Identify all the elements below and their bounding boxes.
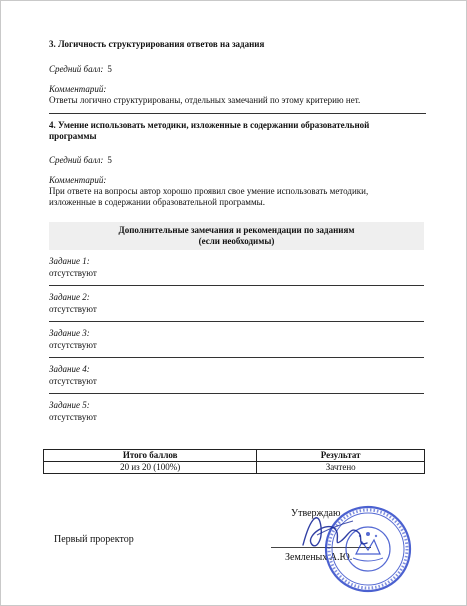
- section-3-score-label: Средний балл:: [49, 64, 104, 74]
- report-content: [49, 39, 424, 423]
- task-value: отсутствуют: [49, 304, 97, 314]
- section-4-title-line2: программы: [49, 131, 97, 141]
- section-4-title-line1: 4. Умение использовать методики, изложенные в содержании образовательной: [49, 120, 370, 130]
- task-list: [49, 250, 424, 423]
- task-label: Задание 5:: [49, 400, 90, 410]
- totals-result-value: Зачтено: [257, 462, 425, 474]
- section-4-comment-label: Комментарий:: [49, 175, 107, 185]
- task-value: отсутствуют: [49, 340, 97, 350]
- totals-value-row: [44, 462, 425, 474]
- section-4-score-label: Средний балл:: [49, 155, 104, 165]
- task-label: Задание 4:: [49, 364, 90, 374]
- approve-label: Утверждаю: [291, 508, 341, 519]
- section-4-score-value: 5: [107, 155, 112, 165]
- divider: [49, 113, 426, 114]
- signer-name: Земленых А.Ю.: [285, 552, 353, 563]
- totals-header-score: Итого баллов: [44, 450, 257, 462]
- section-3: [49, 39, 424, 106]
- task-item: [49, 394, 424, 423]
- task-label: Задание 3:: [49, 328, 90, 338]
- signer-position: Первый проректор: [54, 534, 134, 545]
- section-3-title: 3. Логичность структурирования ответов на задания: [49, 39, 265, 49]
- task-item: [49, 322, 424, 358]
- section-4-comment-line2: изложенные в содержании образовательной программы.: [49, 197, 265, 207]
- task-item: [49, 250, 424, 286]
- section-4-comment-line1: При ответе на вопросы автор хорошо проявил свое умение использовать методики,: [49, 186, 369, 196]
- totals-header-row: [44, 450, 425, 462]
- totals-score-value: 20 из 20 (100%): [44, 462, 257, 474]
- section-3-comment-text: Ответы логично структурированы, отдельных замечаний по этому критерию нет.: [49, 95, 361, 105]
- task-label: Задание 2:: [49, 292, 90, 302]
- task-item: [49, 286, 424, 322]
- task-value: отсутствуют: [49, 376, 97, 386]
- additional-remarks-title-line1: Дополнительные замечания и рекомендации по заданиям: [118, 225, 355, 235]
- signature-icon: [297, 507, 369, 557]
- task-item: [49, 358, 424, 394]
- additional-remarks-header: [49, 222, 424, 250]
- section-3-score-value: 5: [107, 64, 112, 74]
- section-3-comment-label: Комментарий:: [49, 84, 107, 94]
- totals-table: [43, 449, 425, 474]
- task-value: отсутствуют: [49, 268, 97, 278]
- totals-header-result: Результат: [257, 450, 425, 462]
- section-4-title: [49, 120, 424, 142]
- task-label: Задание 1:: [49, 256, 90, 266]
- task-value: отсутствуют: [49, 412, 97, 422]
- section-4: [49, 120, 424, 208]
- additional-remarks-title-line2: (если необходимы): [198, 236, 275, 246]
